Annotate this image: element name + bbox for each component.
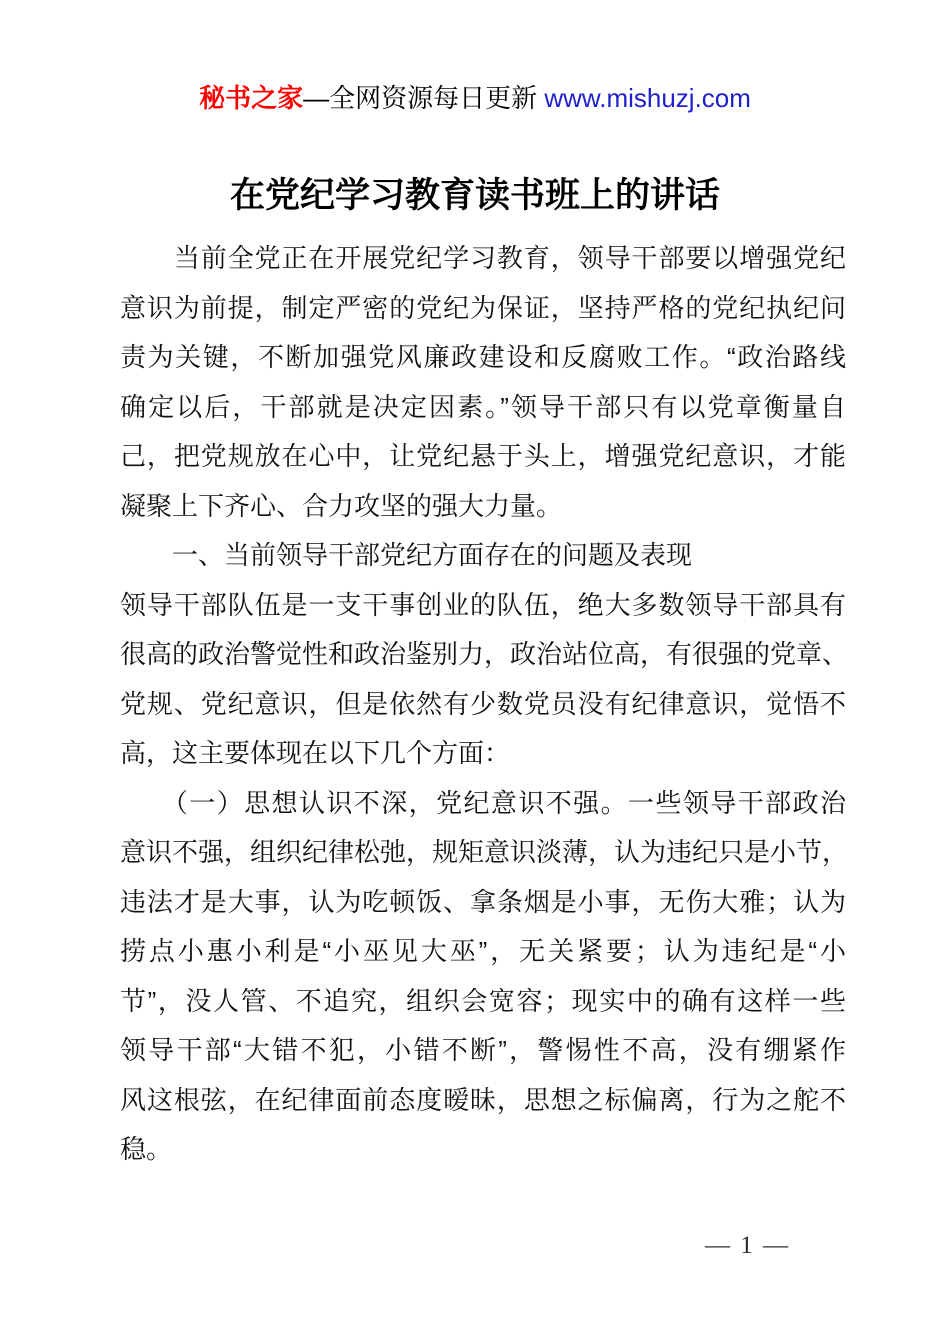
site-url-link[interactable]: www.mishuzj.com [544,83,751,113]
page-number: — 1 — [705,1232,790,1259]
paragraph-line: 意识为前提，制定严密的党纪为保证，坚持严格的党纪执纪问 [120,292,846,323]
paragraph-line: 领导干部“大错不犯，小错不断”，警惕性不高，没有绷紧作 [120,1035,846,1065]
paragraph-line: 当前全党正在开展党纪学习教育，领导干部要以增强党纪 [120,243,846,273]
paragraph-line: 意识不强，组织纪律松弛，规矩意识淡薄，认为违纪只是小节， [120,837,849,867]
section-heading: 一、当前领导干部党纪方面存在的问题及表现 [120,540,693,570]
document-body [120,234,849,1175]
site-header [0,78,950,118]
paragraph-line: 捞点小惠小利是“小巫见大巫”，无关紧要；认为违纪是“小 [120,936,846,966]
paragraph-line: 风这根弦，在纪律面前态度暧昧，思想之标偏离，行为之舵不 [120,1084,846,1115]
paragraph-line: 党规、党纪意识，但是依然有少数党员没有纪律意识，觉悟不 [120,688,846,719]
document-title: 在党纪学习教育读书班上的讲话 [229,176,720,215]
paragraph-line: 高，这主要体现在以下几个方面： [120,738,511,768]
paragraph-line: 己，把党规放在心中，让党纪悬于头上，增强党纪意识，才能 [120,441,846,471]
paragraph-line: 凝聚上下齐心、合力攻坚的强大力量。 [120,490,563,521]
paragraph-line: 确定以后，干部就是决定因素。”领导干部只有以党章衡量自 [120,391,846,422]
paragraph-line: 责为关键，不断加强党风廉政建设和反腐败工作。“政治路线 [120,342,846,372]
site-tagline: —全网资源每日更新 [303,83,545,113]
paragraph-line: 领导干部队伍是一支干事创业的队伍，绝大多数领导干部具有 [120,589,846,620]
paragraph-line: 很高的政治警觉性和政治鉴别力，政治站位高，有很强的党章、 [120,639,849,669]
paragraph-line: 节”，没人管、不追究，组织会宽容；现实中的确有这样一些 [120,985,846,1016]
paragraph-line: （一）思想认识不深，党纪意识不强。一些领导干部政治 [120,787,846,818]
paragraph-line: 稳。 [120,1134,173,1164]
paragraph-line: 违法才是大事，认为吃顿饭、拿条烟是小事，无伤大雅；认为 [120,886,846,917]
site-brand: 秘书之家 [199,83,304,113]
